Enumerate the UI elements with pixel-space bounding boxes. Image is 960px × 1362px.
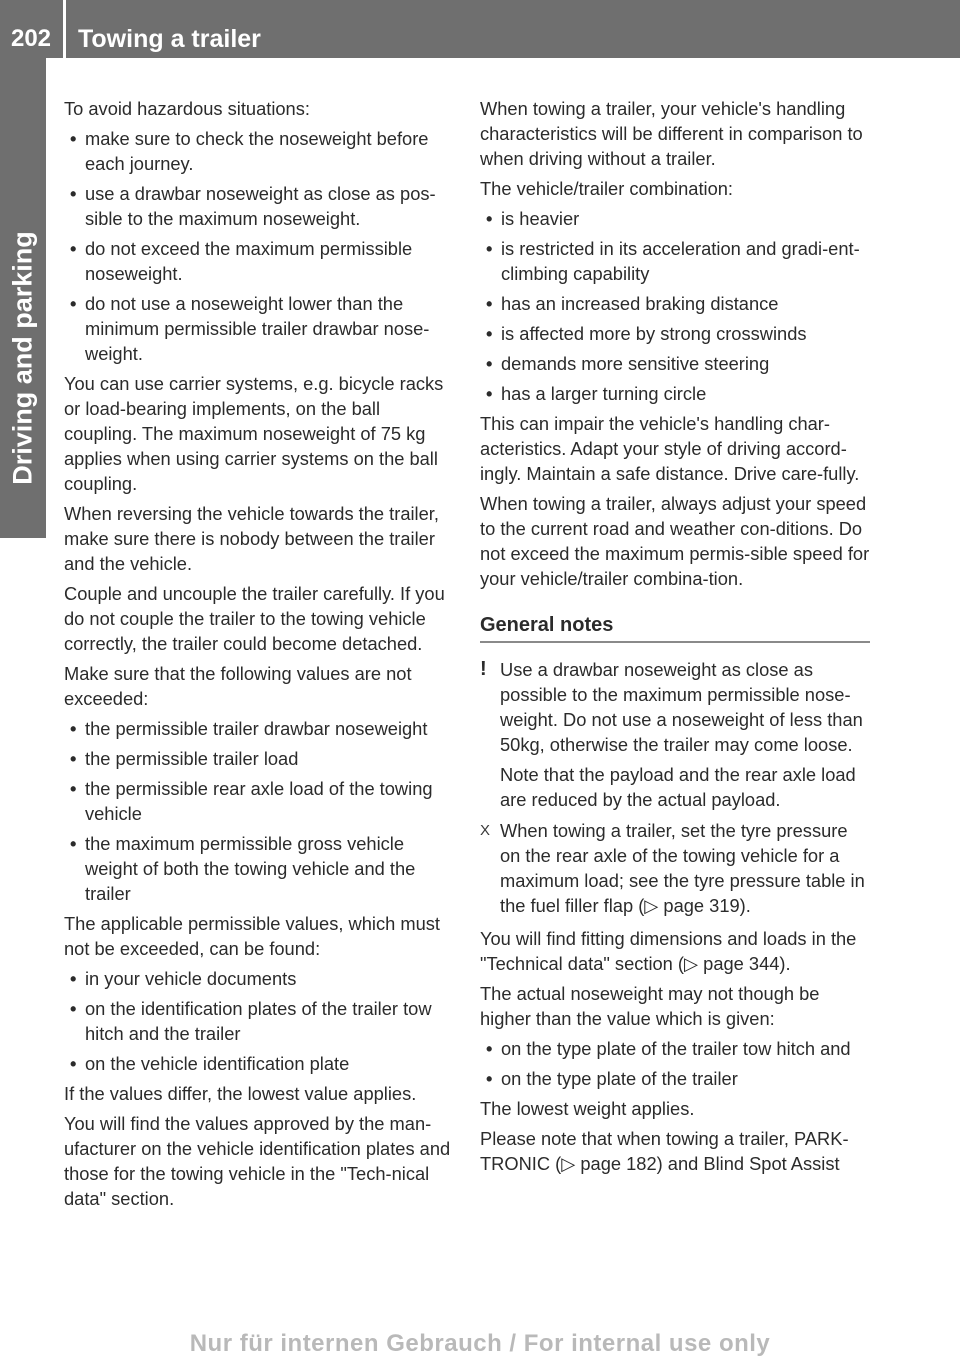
list-item: • the permissible rear axle load of the towing vehicle [64,776,454,826]
side-tab-label: Driving and parking [7,231,38,485]
list-item: • is heavier [480,206,870,231]
paragraph: Make sure that the following values are not exceeded: [64,663,412,709]
list-item: • has a larger turning circle [480,381,870,406]
list-item: • the permissible trailer drawbar noseweight [64,716,454,741]
paragraph: The applicable permissible values, which must not be exceeded, can be found: [64,913,440,959]
list-item: • the permissible trailer load [64,746,454,771]
paragraph: If the values differ, the lowest value applies. [64,1083,417,1104]
list-item: • is restricted in its acceleration and gradi-ent-climbing capability [480,236,870,286]
list-item: • use a drawbar noseweight as close as pos-sible to the maximum noseweight. [64,181,454,231]
bullet-list [480,206,870,406]
page-number: 202 [10,25,52,52]
list-item: • on the identification plates of the trailer tow hitch and the trailer [64,996,454,1046]
right-column [480,96,870,1181]
list-item: • make sure to check the noseweight before each journey. [64,126,454,176]
left-column [64,96,454,1216]
action-step [480,818,870,918]
bullet-list [480,1036,870,1091]
bullet-list [64,966,454,1076]
page-header [0,0,960,58]
caution-note [480,657,870,812]
footer-watermark: Nur für internen Gebrauch / For internal use only [189,1330,771,1357]
list-item: • on the type plate of the trailer tow hitch and [480,1036,870,1061]
note-paragraph: Use a drawbar noseweight as close as possible to the maximum permissible nose-weight. Do not use a noseweight of less than 50kg, otherwise the trailer may come loose. [500,659,863,755]
list-item: • demands more sensitive steering [480,351,870,376]
list-item: • do not use a noseweight lower than the minimum permissible trailer drawbar nose-weight. [64,291,454,366]
action-text: When towing a trailer, set the tyre pressure on the rear axle of the towing vehicle for a maximum load; see the tyre pressure table in the fuel filler flap (▷ page 319). [500,820,865,916]
paragraph: You will find fitting dimensions and loads in the "Technical data" section (▷ page 344). [480,928,857,974]
list-item: • in your vehicle documents [64,966,454,991]
action-arrow-icon: X [480,822,491,839]
list-item: • on the type plate of the trailer [480,1066,870,1091]
paragraph: To avoid hazardous situations: [64,98,310,119]
list-item: • on the vehicle identification plate [64,1051,454,1076]
paragraph: You will find the values approved by the man-ufacturer on the vehicle identification plates and those for the towing vehicle in the "Tech-nical data" section. [64,1113,451,1209]
section-side-tab [0,58,46,538]
bullet-list [64,126,454,366]
paragraph: You can use carrier systems, e.g. bicycle racks or load-bearing implements, on the ball coupling. The maximum noseweight of 75 kg applies when using carrier systems on the ball coupling. [64,373,444,494]
paragraph: This can impair the vehicle's handling char-acteristics. Adapt your style of driving accord-ingly. Maintain a safe distance. Drive care-fully. [480,413,860,484]
list-item: • is affected more by strong crosswinds [480,321,870,346]
paragraph: The vehicle/trailer combination: [480,178,734,199]
header-divider [63,0,66,58]
paragraph: Please note that when towing a trailer, PARK-TRONIC (▷ page 182) and Blind Spot Assist [480,1128,849,1174]
paragraph: The lowest weight applies. [480,1098,695,1119]
paragraph: When reversing the vehicle towards the trailer, make sure there is nobody between the trailer and the vehicle. [64,503,439,574]
paragraph: The actual noseweight may not though be higher than the value which is given: [480,983,820,1029]
page-title: Towing a trailer [78,25,261,53]
paragraph: When towing a trailer, always adjust your speed to the current road and weather con-ditions. Do not exceed the maximum permis-sible speed for your vehicle/trailer combina-tion. [480,493,870,589]
bullet-list [64,716,454,906]
note-paragraph: Note that the payload and the rear axle load are reduced by the actual payload. [500,764,856,810]
paragraph: When towing a trailer, your vehicle's handling characteristics will be different in comparison to when driving without a trailer. [480,98,863,169]
list-item: • has an increased braking distance [480,291,870,316]
list-item: • the maximum permissible gross vehicle weight of both the towing vehicle and the trailer [64,831,454,906]
list-item: • do not exceed the maximum permissible noseweight. [64,236,454,286]
section-heading: General notes [480,613,870,643]
paragraph: Couple and uncouple the trailer carefully. If you do not couple the trailer to the towing vehicle correctly, the trailer could become detached. [64,583,445,654]
exclamation-icon: ! [480,658,487,680]
